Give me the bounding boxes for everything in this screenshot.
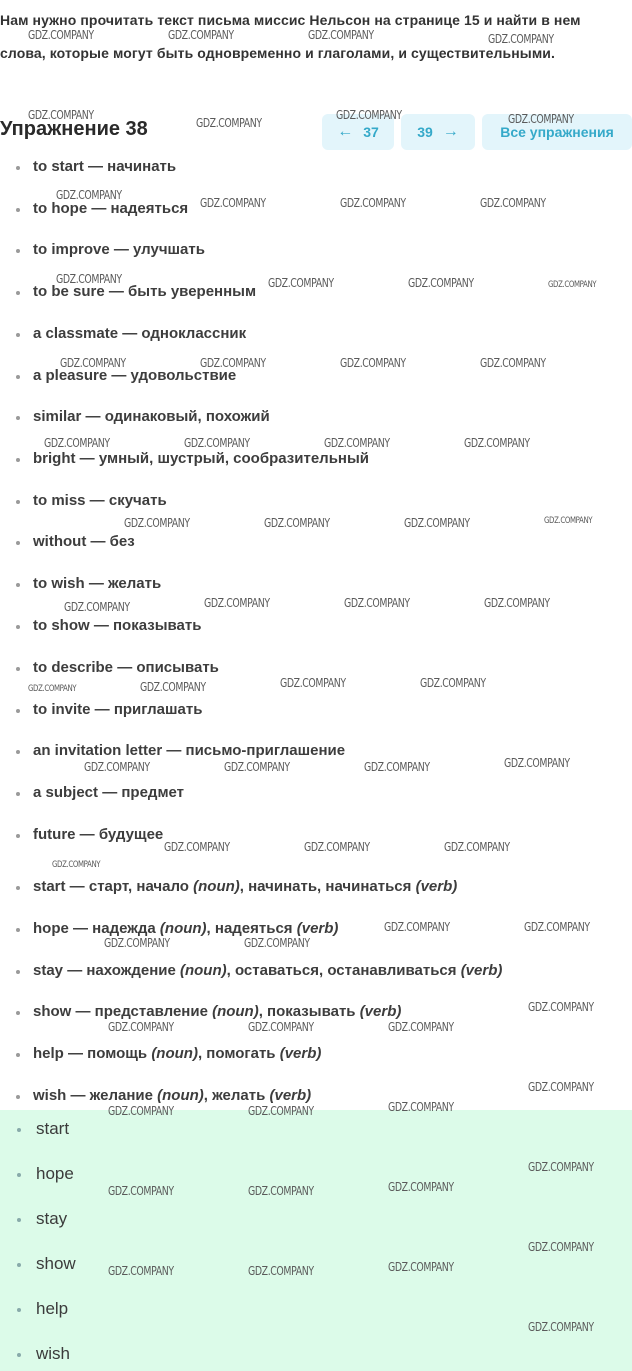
list-item-text xyxy=(33,1002,401,1022)
answer-item xyxy=(0,1118,632,1144)
watermark-text: GDZ.COMPANY xyxy=(28,684,77,694)
verb-tag: (verb) xyxy=(269,1087,312,1104)
list-item xyxy=(0,366,600,390)
watermark-text: GDZ.COMPANY xyxy=(388,1100,454,1114)
list-item xyxy=(0,574,600,598)
list-item xyxy=(0,1044,600,1068)
watermark-text: GDZ.COMPANY xyxy=(60,356,126,370)
list-item xyxy=(0,616,600,640)
watermark-text: GDZ.COMPANY xyxy=(244,936,310,950)
answer-item xyxy=(0,1298,632,1324)
arrow-right-icon: → xyxy=(442,123,459,140)
watermark-text: GDZ.COMPANY xyxy=(200,356,266,370)
list-item xyxy=(0,491,600,515)
list-item xyxy=(0,700,600,724)
bullet xyxy=(16,1053,20,1057)
watermark-text: GDZ.COMPANY xyxy=(544,516,593,526)
verb-definition: , надеяться xyxy=(206,920,297,937)
watermark-text: GDZ.COMPANY xyxy=(264,516,330,530)
verb-definition: , помогать xyxy=(197,1045,280,1062)
bullet xyxy=(17,1353,21,1357)
noun-tag: (noun) xyxy=(179,962,227,979)
watermark-text: GDZ.COMPANY xyxy=(364,760,430,774)
list-item-text: to start — начинать xyxy=(33,158,177,175)
bullet xyxy=(16,886,20,890)
list-item-text xyxy=(33,961,502,981)
list-item xyxy=(0,1002,600,1026)
list-item xyxy=(0,240,600,264)
watermark-text: GDZ.COMPANY xyxy=(388,1260,454,1274)
word-definition: hope — надежда xyxy=(33,920,160,937)
list-item xyxy=(0,449,600,473)
watermark-text: GDZ.COMPANY xyxy=(444,840,510,854)
watermark-text: GDZ.COMPANY xyxy=(336,108,402,122)
list-item xyxy=(0,324,600,348)
watermark-text: GDZ.COMPANY xyxy=(484,596,550,610)
watermark-text: GDZ.COMPANY xyxy=(64,600,130,614)
next-exercise-button[interactable] xyxy=(401,114,475,150)
verb-definition: , начинать, начинаться xyxy=(239,878,416,895)
bullet xyxy=(16,458,20,462)
watermark-text: GDZ.COMPANY xyxy=(104,936,170,950)
word-definition: show — представление xyxy=(33,1003,213,1020)
bullet xyxy=(16,500,20,504)
watermark-text: GDZ.COMPANY xyxy=(464,436,530,450)
bullet xyxy=(17,1173,21,1177)
list-item xyxy=(0,783,600,807)
list-item-text: bright — умный, шустрый, сообразительный xyxy=(33,450,370,467)
watermark-text: GDZ.COMPANY xyxy=(480,196,546,210)
watermark-text: GDZ.COMPANY xyxy=(84,760,150,774)
answer-word: wish xyxy=(36,1344,71,1363)
watermark-text: GDZ.COMPANY xyxy=(480,356,546,370)
noun-tag: (noun) xyxy=(157,1087,204,1104)
watermark-text: GDZ.COMPANY xyxy=(108,1264,174,1278)
watermark-text: GDZ.COMPANY xyxy=(548,280,597,290)
list-item xyxy=(0,199,600,223)
watermark-text: GDZ.COMPANY xyxy=(524,920,590,934)
bullet xyxy=(16,416,20,420)
watermark-text: GDZ.COMPANY xyxy=(108,1184,174,1198)
list-item-text: to wish — желать xyxy=(33,575,162,592)
watermark-text: GDZ.COMPANY xyxy=(388,1180,454,1194)
list-item-text: similar — одинаковый, похожий xyxy=(33,408,270,425)
verb-tag: (verb) xyxy=(296,920,339,937)
list-item xyxy=(0,407,600,431)
watermark-text: GDZ.COMPANY xyxy=(248,1104,314,1118)
list-item xyxy=(0,877,600,901)
list-item xyxy=(0,919,600,943)
bullet xyxy=(16,928,20,932)
bullet xyxy=(16,208,20,212)
bullet xyxy=(16,625,20,629)
bullet xyxy=(17,1263,21,1267)
list-item-text: to miss — скучать xyxy=(33,492,167,509)
word-definition: wish — желание xyxy=(33,1087,158,1104)
bullet xyxy=(16,333,20,337)
verb-tag: (verb) xyxy=(415,878,458,895)
list-item xyxy=(0,741,600,765)
prev-exercise-button[interactable] xyxy=(322,114,394,150)
watermark-text: GDZ.COMPANY xyxy=(248,1264,314,1278)
prev-exercise-label: 37 xyxy=(363,124,379,140)
watermark-text: GDZ.COMPANY xyxy=(108,1020,174,1034)
answer-item xyxy=(0,1343,632,1369)
list-item xyxy=(0,1086,600,1110)
answer-word: show xyxy=(36,1254,76,1273)
next-exercise-label: 39 xyxy=(417,124,433,140)
watermark-text: GDZ.COMPANY xyxy=(168,28,234,42)
verb-definition: , показывать xyxy=(258,1003,360,1020)
bullet xyxy=(16,792,20,796)
noun-tag: (noun) xyxy=(159,920,207,937)
list-item-text: a subject — предмет xyxy=(33,784,185,801)
answer-word: hope xyxy=(36,1164,74,1183)
watermark-text: GDZ.COMPANY xyxy=(528,1320,594,1334)
list-item-text: to show — показывать xyxy=(33,617,202,634)
watermark-text: GDZ.COMPANY xyxy=(408,276,474,290)
list-item-text: to invite — приглашать xyxy=(33,701,203,718)
watermark-text: GDZ.COMPANY xyxy=(248,1020,314,1034)
verb-tag: (verb) xyxy=(460,962,503,979)
bullet xyxy=(16,1095,20,1099)
list-item-text: future — будущее xyxy=(33,826,164,843)
list-item-text: to hope — надеяться xyxy=(33,200,189,217)
watermark-text: GDZ.COMPANY xyxy=(52,860,101,870)
bullet xyxy=(16,541,20,545)
list-item-text: a classmate — одноклассник xyxy=(33,325,247,342)
watermark-text: GDZ.COMPANY xyxy=(56,188,122,202)
watermark-text: GDZ.COMPANY xyxy=(404,516,470,530)
watermark-text: GDZ.COMPANY xyxy=(324,436,390,450)
list-item-text: to improve — улучшать xyxy=(33,241,205,258)
watermark-text: GDZ.COMPANY xyxy=(248,1184,314,1198)
list-item-text: a pleasure — удовольствие xyxy=(33,367,237,384)
watermark-text: GDZ.COMPANY xyxy=(204,596,270,610)
arrow-left-icon: ← xyxy=(337,123,354,140)
intro-text: Нам нужно прочитать текст письма миссис Нельсон на странице 15 и найти в нем слова, которые могут быть одновременно и глаголами, и существительными. xyxy=(0,12,581,61)
list-item xyxy=(0,658,600,682)
list-item-text: an invitation letter — письмо-приглашение xyxy=(33,742,346,759)
list-item xyxy=(0,157,600,181)
answer-box xyxy=(0,1110,632,1371)
bullet xyxy=(16,970,20,974)
watermark-text: GDZ.COMPANY xyxy=(184,436,250,450)
watermark-text: GDZ.COMPANY xyxy=(528,1000,594,1014)
bullet xyxy=(16,291,20,295)
watermark-text: GDZ.COMPANY xyxy=(268,276,334,290)
watermark-text: GDZ.COMPANY xyxy=(504,756,570,770)
watermark-text: GDZ.COMPANY xyxy=(308,28,374,42)
bullet xyxy=(16,375,20,379)
list-item-text xyxy=(33,877,457,897)
list-item-text xyxy=(33,919,338,939)
noun-tag: (noun) xyxy=(212,1003,259,1020)
word-definition: start — старт, начало xyxy=(33,878,194,895)
bullet xyxy=(16,249,20,253)
watermark-text: GDZ.COMPANY xyxy=(28,108,94,122)
watermark-text: GDZ.COMPANY xyxy=(124,516,190,530)
watermark-text: GDZ.COMPANY xyxy=(280,676,346,690)
answer-word: start xyxy=(36,1119,70,1138)
watermark-text: GDZ.COMPANY xyxy=(344,596,410,610)
watermark-text: GDZ.COMPANY xyxy=(528,1160,594,1174)
watermark-text: GDZ.COMPANY xyxy=(108,1104,174,1118)
verb-definition: , желать xyxy=(203,1087,270,1104)
bullet xyxy=(17,1308,21,1312)
bullet xyxy=(16,583,20,587)
watermark-text: GDZ.COMPANY xyxy=(340,196,406,210)
all-exercises-button[interactable] xyxy=(482,114,632,150)
verb-tag: (verb) xyxy=(279,1045,322,1062)
watermark-text: GDZ.COMPANY xyxy=(384,920,450,934)
word-definition: help — помощь xyxy=(33,1045,152,1062)
verb-tag: (verb) xyxy=(359,1003,402,1020)
list-item-text xyxy=(33,1086,311,1106)
watermark-text: GDZ.COMPANY xyxy=(164,840,230,854)
answer-item xyxy=(0,1253,632,1279)
watermark-text: GDZ.COMPANY xyxy=(44,436,110,450)
all-exercises-label: Все упражнения xyxy=(500,124,614,140)
watermark-text: GDZ.COMPANY xyxy=(420,676,486,690)
bullet xyxy=(16,667,20,671)
bullet xyxy=(16,1011,20,1015)
answer-item xyxy=(0,1208,632,1234)
watermark-text: GDZ.COMPANY xyxy=(508,112,574,126)
watermark-text: GDZ.COMPANY xyxy=(488,32,554,46)
page-title: Упражнение 38 xyxy=(0,118,148,140)
noun-tag: (noun) xyxy=(193,878,240,895)
list-item-text: to describe — описывать xyxy=(33,659,219,676)
list-item xyxy=(0,532,600,556)
answer-item xyxy=(0,1163,632,1189)
watermark-text: GDZ.COMPANY xyxy=(56,272,122,286)
exercise-header xyxy=(0,112,632,152)
watermark-text: GDZ.COMPANY xyxy=(28,28,94,42)
verb-definition: , оставаться, останавливаться xyxy=(226,962,461,979)
list-item xyxy=(0,282,600,306)
watermark-text: GDZ.COMPANY xyxy=(196,116,262,130)
watermark-text: GDZ.COMPANY xyxy=(388,1020,454,1034)
bullet xyxy=(16,834,20,838)
list-item-text: to be sure — быть уверенным xyxy=(33,283,257,300)
answer-word: stay xyxy=(36,1209,68,1228)
list-item-text xyxy=(33,1044,321,1064)
watermark-text: GDZ.COMPANY xyxy=(340,356,406,370)
list-item xyxy=(0,961,600,985)
list-item xyxy=(0,825,600,849)
watermark-text: GDZ.COMPANY xyxy=(528,1080,594,1094)
watermark-text: GDZ.COMPANY xyxy=(528,1240,594,1254)
word-definition: stay — нахождение xyxy=(33,962,180,979)
watermark-text: GDZ.COMPANY xyxy=(140,680,206,694)
noun-tag: (noun) xyxy=(151,1045,198,1062)
watermark-text: GDZ.COMPANY xyxy=(304,840,370,854)
answer-word: help xyxy=(36,1299,69,1318)
watermark-text: GDZ.COMPANY xyxy=(200,196,266,210)
watermark-text: GDZ.COMPANY xyxy=(224,760,290,774)
bullet xyxy=(17,1218,21,1222)
bullet xyxy=(17,1128,21,1132)
list-item-text: without — без xyxy=(33,533,135,550)
bullet xyxy=(16,709,20,713)
bullet xyxy=(16,750,20,754)
bullet xyxy=(16,166,20,170)
